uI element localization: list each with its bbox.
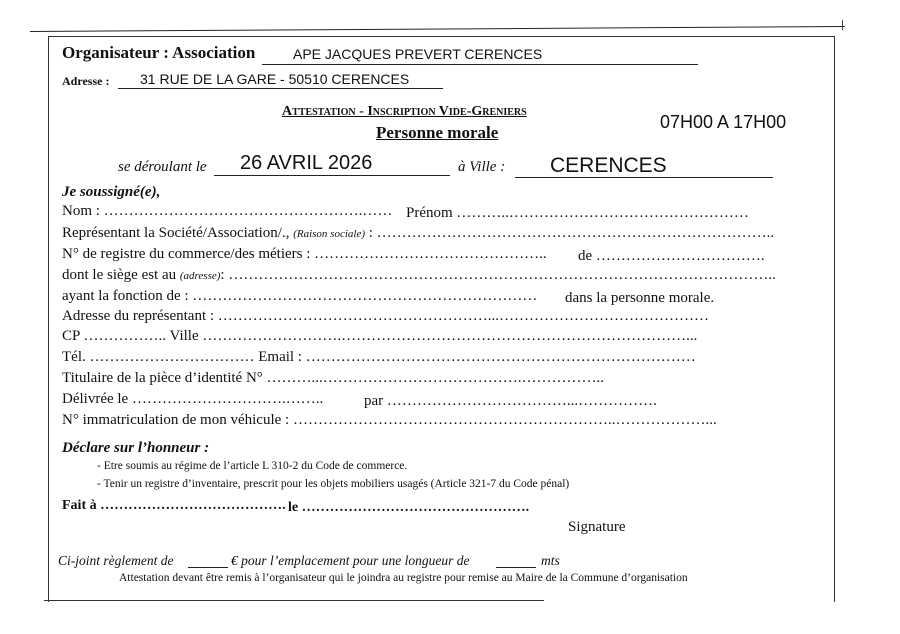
corner-tick <box>842 20 843 30</box>
footer-note: Attestation devant être remis à l’organisateur qui le joindra au registre pour remise au Maire de la Commune d’organisation <box>119 572 688 584</box>
signature-label: Signature <box>568 519 626 535</box>
organisateur-label: Organisateur : Association <box>62 43 256 62</box>
reglement-label: Ci-joint règlement de <box>58 553 174 568</box>
organisateur-value[interactable]: APE JACQUES PREVERT CERENCES <box>293 46 543 62</box>
siege-label: dont le siège est au <box>62 267 177 283</box>
hours: 07H00 A 17H00 <box>660 112 787 132</box>
reglement-unit: mts <box>541 553 560 568</box>
tel-email-field[interactable]: Tél. …………………………… Email : …………………………………………………………………… <box>62 349 696 365</box>
piece-identite-field[interactable]: Titulaire de la pièce d’identité N° ………...………………………………….…………….. <box>62 370 605 386</box>
top-rule <box>30 26 845 32</box>
adresse-value[interactable]: 31 RUE DE LA GARE - 50510 CERENCES <box>140 71 410 87</box>
adresse-underline <box>118 88 443 89</box>
ville-label: à Ville : <box>458 159 506 175</box>
registre-de-field[interactable]: de ……………………………. <box>578 248 765 264</box>
date-label: se déroulant le <box>118 159 207 175</box>
cp-ville-field[interactable]: CP …………….. Ville ……………………….……………………………………………………………... <box>62 328 698 344</box>
representant-field[interactable] <box>62 225 774 242</box>
declare-title: Déclare sur l’honneur : <box>62 440 210 456</box>
siege-note: (adresse) <box>179 270 221 282</box>
reglement-length-blank[interactable] <box>496 567 536 568</box>
adresse-label: Adresse : <box>62 74 110 88</box>
page-subtitle: Personne morale <box>376 123 499 142</box>
nom-field[interactable]: Nom : …………………………………………….…… <box>62 203 393 219</box>
fait-a-field[interactable]: Fait à …………………………………. <box>62 498 286 513</box>
organisateur-underline <box>262 64 698 65</box>
declare-item-1: - Etre soumis au régime de l’article L 310-2 du Code de commerce. <box>97 460 408 472</box>
date-value[interactable]: 26 AVRIL 2026 <box>240 152 373 174</box>
bottom-rule <box>44 600 544 601</box>
page-title: Attestation - Inscription Vide-Greniers <box>282 104 527 119</box>
le-field[interactable]: le …………………………………………. <box>288 500 530 515</box>
fonction-suffix: dans la personne morale. <box>565 290 715 306</box>
siege-dots: : ……………………………………………………………………………………………….. <box>220 267 776 283</box>
fonction-field[interactable]: ayant la fonction de : …………………………………………………………… <box>62 288 538 304</box>
reglement-text: € pour l’emplacement pour une longueur de <box>231 553 470 568</box>
par-field[interactable]: par ………………………………...……………. <box>364 393 657 409</box>
adresse-representant-field[interactable]: Adresse du représentant : ………………………………………………...…………………………………… <box>62 308 710 324</box>
declare-item-2: - Tenir un registre d’inventaire, prescrit pour les objets mobiliers usagés (Article 321-7 du Code pénal) <box>97 478 570 490</box>
representant-label: Représentant la Société/Association/., <box>62 225 290 241</box>
delivree-field[interactable]: Délivrée le ………………………….…….. <box>62 391 324 407</box>
prenom-field[interactable]: Prénom ………..………………………………………… <box>406 205 749 221</box>
form-intro: Je soussigné(e), <box>62 184 161 200</box>
siege-field[interactable] <box>62 267 776 284</box>
representant-note: (Raison sociale) <box>293 228 365 240</box>
immatriculation-field[interactable]: N° immatriculation de mon véhicule : ………………………………………………………..………………... <box>62 412 717 428</box>
reglement-amount-blank[interactable] <box>188 567 228 568</box>
representant-dots: : …………………………………………………………………….. <box>368 225 775 241</box>
date-underline <box>214 175 450 176</box>
ville-value[interactable]: CERENCES <box>550 154 667 177</box>
registre-field[interactable]: N° de registre du commerce/des métiers : ……………………………………….. <box>62 246 547 262</box>
